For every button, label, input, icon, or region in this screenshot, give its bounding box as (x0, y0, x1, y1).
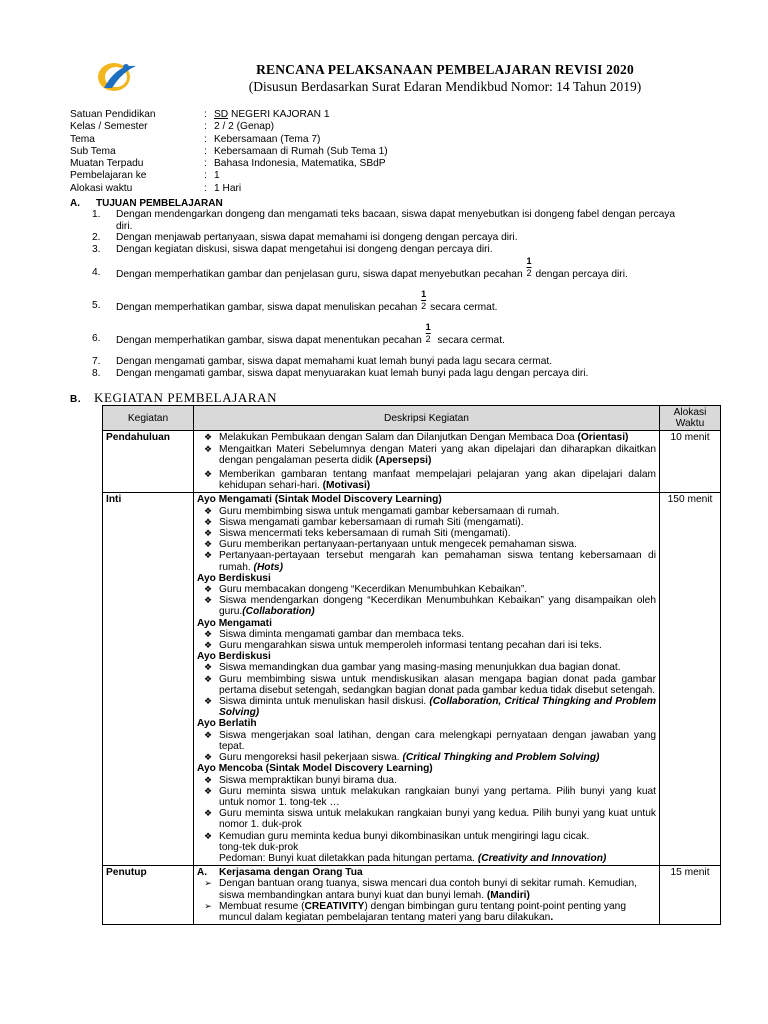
diamond-bullet-icon: ❖ (203, 830, 213, 841)
inti-description: Ayo Mengamati (Sintak Model Discovery Learning) ❖ Guru membimbing siswa untuk mengamati gambar kebersamaan di rumah. ❖ Siswa mengamati gambar kebersamaan di rumah Siti (mengamati). ❖ Siswa mencermati teks kebersamaan di rumah Siti (mengamati). ❖ Guru memberikan pertanyaan-pertanyaan untuk mengecek pemahaman siswa. ❖ Pertanyaan-pertayaan tersebut mengarah kan pemahaman siswa tentang kebersamaan di rumah. (Hots) Ayo Berdiskusi ❖ Guru membacakan dongeng “Kecerdikan Menumbuhkan Kebaikan”. ❖ Siswa mendengarkan dongeng “Kecerdikan Menumbuhkan Kebaikan” yang disampaikan oleh guru.(Collaboration) Ayo Mengamati ❖ Siswa diminta mengamati gambar dan membaca teks. ❖ Guru mengarahkan siswa untuk memperoleh informasi tentang pecahan dari isi teks. Ayo Berdiskusi ❖ Siswa memandingkan dua gambar yang masing-masing menunjukkan dua bagian donat. ❖ Guru membimbing siswa untuk mendiskusikan alasan mengapa bagian donat pada gambar pertama disebut setengah, sedangkan bagian donat pada gambar kedua tidak disebut setengah. ❖ Siswa diminta untuk menuliskan hasil diskusi. (Collaboration, Critical Thingking and Problem Solving) Ayo Berlatih ❖ Siswa mengerjakan soal latihan, dengan cara melengkapi pernyataan dengan jawaban yang tepat. ❖ Guru mengoreksi hasil pekerjaan siswa. (Critical Thingking and Problem Solving) Ayo Mencoba (Sintak Model Discovery Learning) ❖ Siswa mempraktikan bunyi birama dua. ❖ Guru meminta siswa untuk melakukan rangkaian bunyi yang pertama. Pilih bunyi yang kuat untuk nomor 1. tong-tek … ❖ Guru meminta siswa untuk melakukan rangkaian bunyi yang kedua. Pilih bunyi yang kuat untuk nomor 1. duk-prok ❖ Kemudian guru meminta kedua bunyi dikombinasikan untuk mengiringi lagu cicak. tong-tek duk-prok Pedoman: Bunyi kuat diletakkan pada hitungan pertama. (Creativity and Innovation) (194, 493, 660, 866)
diamond-bullet-icon: ❖ (203, 432, 213, 443)
identity-row: Alokasi waktu : 1 Hari (70, 182, 242, 194)
identity-row: Tema : Kebersamaan (Tema 7) (70, 133, 321, 145)
diamond-bullet-icon: ❖ (203, 443, 213, 454)
diamond-bullet-icon: ❖ (203, 808, 213, 819)
fraction-half: $\frac{1}{2}$ (425, 322, 431, 344)
table-row-inti: Inti Ayo Mengamati (Sintak Model Discovery Learning) ❖ Guru membimbing siswa untuk mengamati gambar kebersamaan di rumah. ❖ Siswa mengamati gambar kebersamaan di rumah Siti (mengamati). ❖ Siswa mencermati teks kebersamaan di rumah Siti (mengamati). ❖ Guru memberikan pertanyaan-pertanyaan untuk mengecek pemahaman siswa. ❖ Pertanyaan-pertayaan tersebut mengarah kan pemahaman siswa tentang kebersamaan di rumah. (Hots) Ayo Berdiskusi ❖ Guru membacakan dongeng “Kecerdikan Menumbuhkan Kebaikan”. ❖ Siswa mendengarkan dongeng “Kecerdikan Menumbuhkan Kebaikan” yang disampaikan oleh guru.(Collaboration) Ayo Mengamati ❖ Siswa diminta mengamati gambar dan membaca teks. ❖ Guru mengarahkan siswa untuk memperoleh informasi tentang pecahan dari isi teks. Ayo Berdiskusi ❖ Siswa memandingkan dua gambar yang masing-masing menunjukkan dua bagian donat. ❖ Guru membimbing siswa untuk mendiskusikan alasan mengapa bagian donat pada gambar pertama disebut setengah, sedangkan bagian donat pada gambar kedua tidak disebut setengah. ❖ Siswa diminta untuk menuliskan hasil diskusi. (Collaboration, Critical Thingking and Problem Solving) Ayo Berlatih ❖ Siswa mengerjakan soal latihan, dengan cara melengkapi pernyataan dengan jawaban yang tepat. ❖ Guru mengoreksi hasil pekerjaan siswa. (Critical Thingking and Problem Solving) Ayo Mencoba (Sintak Model Discovery Learning) ❖ Siswa mempraktikan bunyi birama dua. ❖ Guru meminta siswa untuk melakukan rangkaian bunyi yang pertama. Pilih bunyi yang kuat untuk nomor 1. tong-tek … ❖ Guru meminta siswa untuk melakukan rangkaian bunyi yang kedua. Pilih bunyi yang kuat untuk nomor 1. duk-prok ❖ Kemudian guru meminta kedua bunyi dikombinasikan untuk mengiringi lagu cicak. tong-tek duk-prok Pedoman: Bunyi kuat diletakkan pada hitungan pertama. (Creativity and Innovation) 150 menit (103, 493, 721, 866)
diamond-bullet-icon: ❖ (203, 595, 213, 606)
diamond-bullet-icon: ❖ (203, 785, 213, 796)
goal-item: 6. Dengan memperhatikan gambar, siswa dapat menentukan pecahan $\frac{1}{2}$ secara cermat. (92, 322, 505, 346)
identity-block (70, 109, 388, 195)
goal-item: 2. Dengan menjawab pertanyaan, siswa dapat memahami isi dongeng dengan percaya diri. (92, 232, 518, 243)
penutup-description: A. Kerjasama dengan Orang Tua ➢ Dengan bantuan orang tuanya, siswa mencari dua contoh bunyi di sekitar rumah. Kemudian, siswa membandingkan antara bunyi kuat dan bunyi lemah. (Mandiri) ➢ Membuat resume (CREATIVITY) dengan bimbingan guru tentang point-point penting yang muncul dalam kegiatan pembelajaran tentang materi yang baru dilakukan. (194, 866, 660, 925)
diamond-bullet-icon: ❖ (203, 539, 213, 550)
identity-row: Kelas / Semester : 2 / 2 (Genap) (70, 121, 275, 133)
diamond-bullet-icon: ❖ (203, 505, 213, 516)
section-b-heading: B. KEGIATAN PEMBELAJARAN (70, 390, 278, 405)
diamond-bullet-icon: ❖ (203, 528, 213, 539)
goal-item: 4. Dengan memperhatikan gambar dan penjelasan guru, siswa dapat menyebutkan pecahan $\frac{1}{2}$ dengan percaya diri. (92, 256, 628, 280)
table-header-row (103, 406, 721, 431)
activities-table (102, 405, 721, 925)
column-header: Deskripsi Kegiatan (194, 406, 660, 431)
diamond-bullet-icon: ❖ (203, 752, 213, 763)
tut-wuri-handayani-logo (92, 58, 142, 94)
table-row-penutup: Penutup A. Kerjasama dengan Orang Tua ➢ Dengan bantuan orang tuanya, siswa mencari dua contoh bunyi di sekitar rumah. Kemudian, siswa membandingkan antara bunyi kuat dan bunyi lemah. (Mandiri) ➢ Membuat resume (CREATIVITY) dengan bimbingan guru tentang point-point penting yang muncul dalam kegiatan pembelajaran tentang materi yang baru dilakukan. 15 menit (103, 866, 721, 925)
identity-row: Pembelajaran ke : 1 (70, 170, 220, 182)
column-header: Kegiatan (103, 406, 194, 431)
arrow-bullet-icon: ➢ (204, 900, 212, 911)
diamond-bullet-icon: ❖ (203, 628, 213, 639)
document-title: RENCANA PELAKSANAAN PEMBELAJARAN REVISI 2020 (256, 62, 634, 77)
fraction-half: $\frac{1}{2}$ (526, 256, 532, 278)
diamond-bullet-icon: ❖ (203, 662, 213, 673)
pendahuluan-description: ❖ Melakukan Pembukaan dengan Salam dan Dilanjutkan Dengan Membaca Doa (Orientasi) ❖ Mengaitkan Materi Sebelumnya dengan Materi yang akan dipelajari dan diharapkan dikaitkan dengan pengalaman peserta didik (Apersepsi) ❖ Memberikan gambaran tentang manfaat mempelajari pelajaran yang akan dipelajari dalam kehidupan sehari-hari. (Motivasi) (194, 431, 660, 493)
arrow-bullet-icon: ➢ (204, 878, 212, 889)
section-a-heading: A. TUJUAN PEMBELAJARAN (70, 198, 223, 209)
goal-item: 5. Dengan memperhatikan gambar, siswa dapat menuliskan pecahan $\frac{1}{2}$ secara cermat. (92, 289, 498, 313)
diamond-bullet-icon: ❖ (203, 516, 213, 527)
document-header (150, 62, 740, 95)
diamond-bullet-icon: ❖ (203, 469, 213, 480)
table-row-pendahuluan: Pendahuluan ❖ Melakukan Pembukaan dengan Salam dan Dilanjutkan Dengan Membaca Doa (Orientasi) ❖ Mengaitkan Materi Sebelumnya dengan Materi yang akan dipelajari dan diharapkan dikaitkan dengan pengalaman peserta didik (Apersepsi) ❖ Memberikan gambaran tentang manfaat mempelajari pelajaran yang akan dipelajari dalam kehidupan sehari-hari. (Motivasi) 10 menit (103, 431, 721, 493)
diamond-bullet-icon: ❖ (203, 640, 213, 651)
fraction-half: $\frac{1}{2}$ (421, 289, 427, 311)
column-header: Alokasi Waktu (660, 406, 721, 431)
goal-item: 1. Dengan mendengarkan dongeng dan mengamati teks bacaan, siswa dapat menyebutkan isi dongeng fabel dengan percaya diri. (92, 209, 676, 232)
diamond-bullet-icon: ❖ (203, 673, 213, 684)
goal-item: 7. Dengan mengamati gambar, siswa dapat memahami kuat lemah bunyi pada lagu secara cermat. (92, 356, 553, 367)
identity-row: Satuan Pendidikan : SD NEGERI KAJORAN 1 (70, 109, 330, 120)
identity-row: Sub Tema : Kebersamaan di Rumah (Sub Tema 1) (70, 145, 388, 157)
diamond-bullet-icon: ❖ (203, 696, 213, 707)
goal-item: 3. Dengan kegiatan diskusi, siswa dapat mengetahui isi dongeng dengan percaya diri. (92, 244, 493, 255)
goal-item: 8. Dengan mengamati gambar, siswa dapat menyuarakan kuat lemah bunyi pada lagu dengan percaya diri. (92, 368, 589, 379)
document-subtitle: (Disusun Berdasarkan Surat Edaran Mendikbud Nomor: 14 Tahun 2019) (248, 79, 642, 94)
identity-row: Muatan Terpadu : Bahasa Indonesia, Matematika, SBdP (70, 158, 386, 170)
diamond-bullet-icon: ❖ (203, 550, 213, 561)
diamond-bullet-icon: ❖ (203, 729, 213, 740)
diamond-bullet-icon: ❖ (203, 774, 213, 785)
diamond-bullet-icon: ❖ (203, 584, 213, 595)
